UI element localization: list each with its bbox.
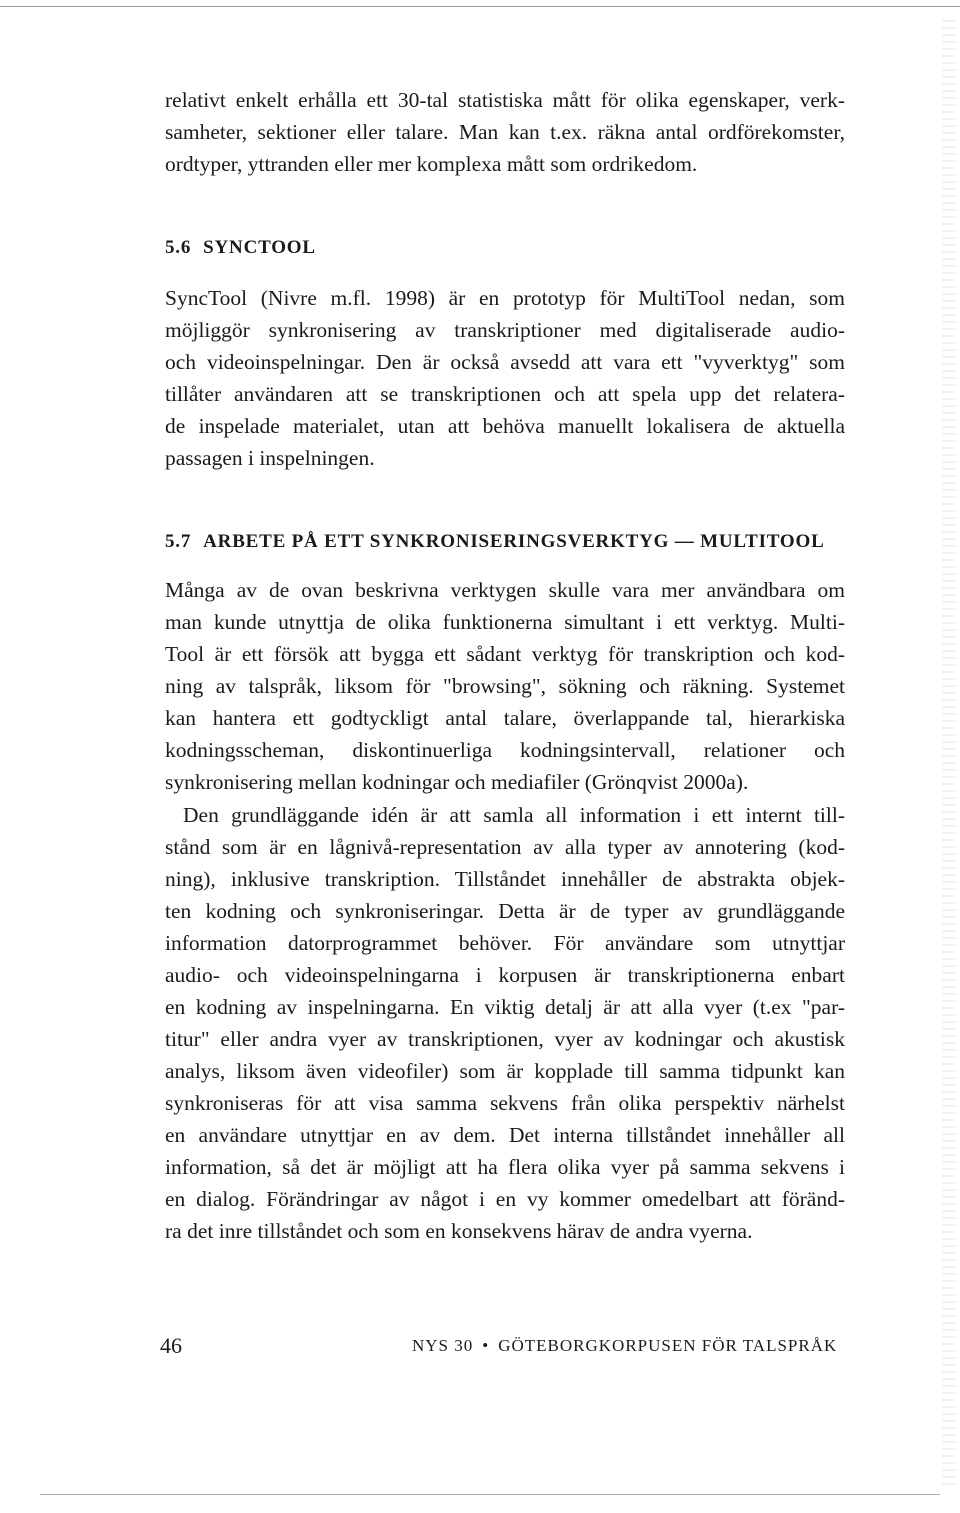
multitool-paragraph-2	[165, 799, 845, 1247]
top-scan-rule	[0, 6, 960, 7]
text-line: samheter, sektioner eller talare. Man kan t.ex. räkna antal ordförekomster,	[165, 120, 845, 144]
section-heading-5-6	[165, 237, 316, 259]
series-label: NYS 30	[412, 1336, 474, 1355]
section-title: ARBETE PÅ ETT SYNKRONISERINGSVERKTYG — MULTITOOL	[203, 531, 825, 552]
text-line: information datorprogrammet behöver. För användare som utnyttjar	[165, 931, 845, 955]
text-line: man kunde utnyttja de olika funktionerna simultant i ett verktyg. Multi-	[165, 610, 845, 634]
section-number: 5.7	[165, 531, 192, 552]
text-line: en dialog. Förändringar av något i en vy kommer omedelbart att föränd-	[165, 1187, 845, 1211]
scan-edge-noise	[942, 20, 956, 1490]
text-line: SyncTool (Nivre m.fl. 1998) är en prototyp för MultiTool nedan, som	[165, 286, 845, 310]
text-line: de inspelade materialet, utan att behöva manuellt lokalisera de aktuella	[165, 414, 845, 438]
text-line: ordtyper, yttranden eller mer komplexa mått som ordrikedom.	[165, 152, 698, 176]
book-title: GÖTEBORGKORPUSEN FÖR TALSPRÅK	[498, 1336, 838, 1355]
text-line: möjliggör synkronisering av transkriptioner med digitaliserade audio-	[165, 318, 845, 342]
text-line: analys, liksom även videofiler) som är kopplade till samma tidpunkt kan	[165, 1059, 845, 1083]
text-line: kan hantera ett godtyckligt antal talare, överlappande tal, hierarkiska	[165, 706, 845, 730]
text-line: tillåter användaren att se transkriptionen och att spela upp det relatera-	[165, 382, 845, 406]
synctool-paragraph	[165, 282, 845, 474]
text-line: relativt enkelt erhålla ett 30-tal statistiska mått för olika egenskaper, verk-	[165, 88, 845, 112]
text-line: ning), inklusive transkription. Tillståndet innehåller de abstrakta objek-	[165, 867, 845, 891]
intro-paragraph	[165, 84, 845, 180]
text-line: audio- och videoinspelningarna i korpusen är transkriptionerna enbart	[165, 963, 845, 987]
section-title: SYNCTOOL	[203, 237, 316, 258]
text-line: passagen i inspelningen.	[165, 446, 375, 470]
multitool-paragraph-1	[165, 574, 845, 798]
text-line: synkroniseras för att visa samma sekvens från olika perspektiv närhelst	[165, 1091, 845, 1115]
text-line: ten kodning och synkroniseringar. Detta är de typer av grundläggande	[165, 899, 845, 923]
running-footer	[412, 1336, 837, 1356]
text-line: Den grundläggande idén är att samla all information i ett internt till-	[183, 803, 845, 827]
text-line: Många av de ovan beskrivna verktygen skulle vara mer användbara om	[165, 578, 845, 602]
text-line: en kodning av inspelningarna. En viktig detalj är att alla vyer (t.ex "par-	[165, 995, 845, 1019]
text-line: synkronisering mellan kodningar och mediafiler (Grönqvist 2000a).	[165, 770, 749, 794]
text-line: kodningsscheman, diskontinuerliga kodningsintervall, relationer och	[165, 738, 845, 762]
text-line: titur" eller andra vyer av transkriptionen, vyer av kodningar och akustisk	[165, 1027, 845, 1051]
separator-dot: •	[482, 1336, 490, 1355]
bottom-scan-rule	[40, 1494, 940, 1495]
text-line: ra det inre tillståndet och som en konsekvens härav de andra vyerna.	[165, 1219, 753, 1243]
text-line: stånd som är en lågnivå-representation av alla typer av annotering (kod-	[165, 835, 845, 859]
page-number: 46	[160, 1333, 182, 1358]
text-line: och videoinspelningar. Den är också avsedd att vara ett "vyverktyg" som	[165, 350, 845, 374]
text-line: ning av talspråk, liksom för "browsing", sökning och räkning. Systemet	[165, 674, 845, 698]
text-line: en användare utnyttjar en av dem. Det interna tillståndet innehåller all	[165, 1123, 845, 1147]
section-heading-5-7	[165, 531, 825, 553]
text-line: Tool är ett försök att bygga ett sådant verktyg för transkription och kod-	[165, 642, 845, 666]
text-line: information, så det är möjligt att ha flera olika vyer på samma sekvens i	[165, 1155, 845, 1179]
section-number: 5.6	[165, 237, 192, 258]
